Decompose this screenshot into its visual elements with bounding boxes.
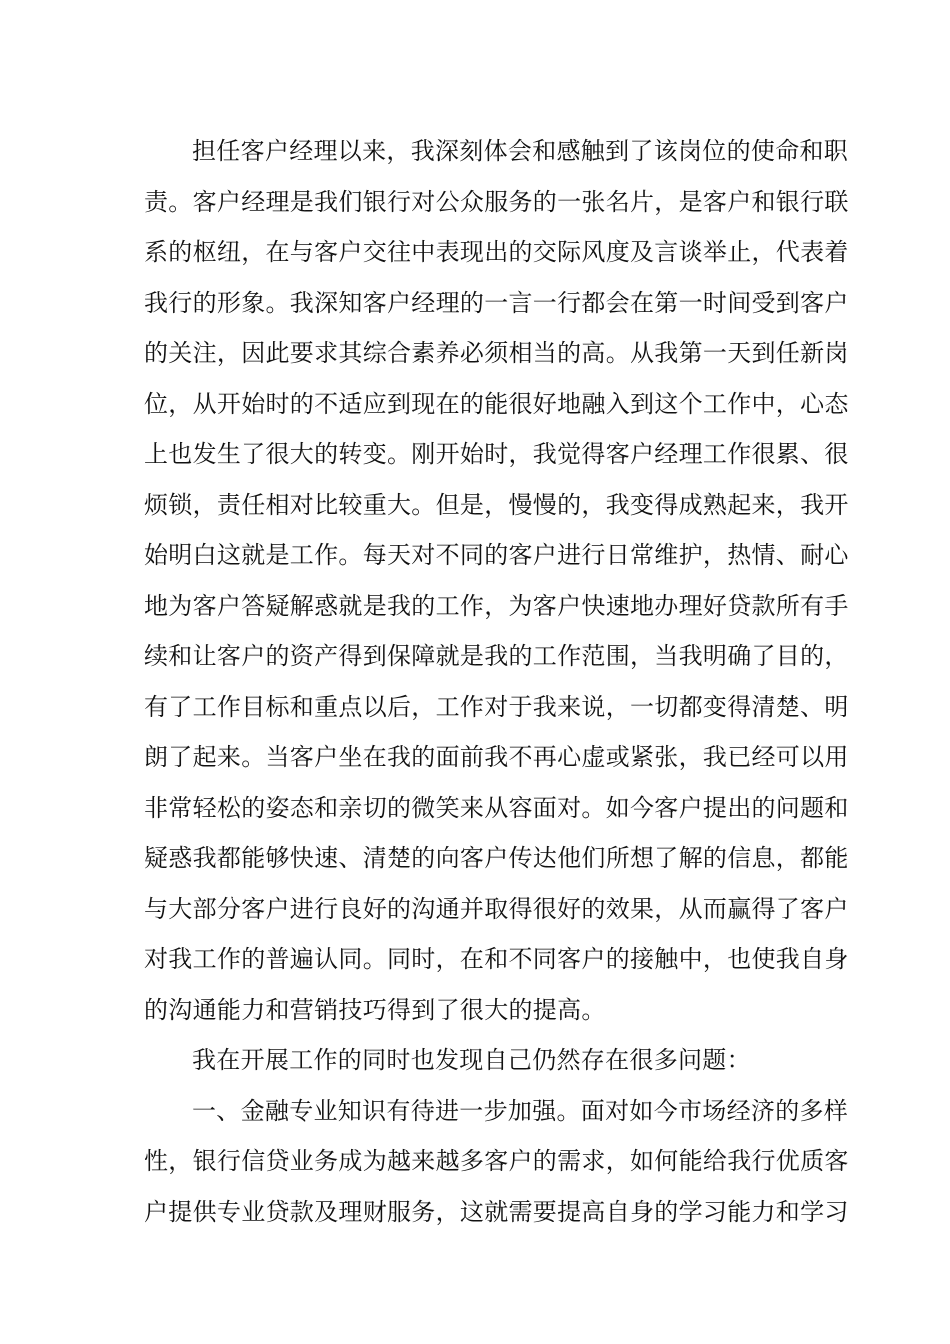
paragraph [144, 1035, 814, 1086]
paragraph-line: 的关注，因此要求其综合素养必须相当的高。从我第一天到任新岗 [144, 339, 849, 367]
paragraph-line: 有了工作目标和重点以后，工作对于我来说，一切都变得清楚、明 [144, 692, 849, 721]
paragraph-line: 地为客户答疑解惑就是我的工作，为客户快速地办理好贷款所有手 [144, 591, 849, 620]
paragraph-line: 烦锁，责任相对比较重大。但是，慢慢的，我变得成熟起来，我开 [144, 490, 849, 519]
paragraph-line: 对我工作的普遍认同。同时，在和不同客户的接触中，也使我自身 [144, 945, 849, 973]
paragraph-line: 责。客户经理是我们银行对公众服务的一张名片，是客户和银行联 [144, 187, 849, 216]
paragraph-line: 的沟通能力和营销技巧得到了很大的提高。 [144, 995, 606, 1024]
paragraph-line: 与大部分客户进行良好的沟通并取得很好的效果，从而赢得了客户 [144, 894, 849, 923]
paragraph-line: 担任客户经理以来，我深刻体会和感触到了该岗位的使命和职 [192, 137, 849, 165]
paragraph-line: 系的枢纽，在与客户交往中表现出的交际风度及言谈举止，代表着 [144, 238, 849, 266]
paragraph-line: 一、金融专业知识有待进一步加强。面对如今市场经济的多样 [192, 1096, 849, 1125]
paragraph-line: 非常轻松的姿态和亲切的微笑来从容面对。如今客户提出的问题和 [144, 793, 849, 822]
paragraph-line: 朗了起来。当客户坐在我的面前我不再心虚或紧张，我已经可以用 [144, 743, 849, 771]
paragraph-line: 户提供专业贷款及理财服务，这就需要提高自身的学习能力和学习 [144, 1197, 849, 1226]
document-body [144, 126, 849, 1237]
paragraph [144, 1086, 849, 1238]
paragraph-line: 位，从开始时的不适应到现在的能很好地融入到这个工作中，心态 [144, 389, 849, 418]
paragraph-line: 我在开展工作的同时也发现自己仍然存在很多问题： [192, 1046, 751, 1074]
paragraph-line: 续和让客户的资产得到保障就是我的工作范围，当我明确了目的， [144, 642, 849, 670]
paragraph-line: 性，银行信贷业务成为越来越多客户的需求，如何能给我行优质客 [144, 1147, 849, 1175]
paragraph [144, 126, 849, 1035]
paragraph-line: 我行的形象。我深知客户经理的一言一行都会在第一时间受到客户 [144, 288, 849, 317]
paragraph-line: 上也发生了很大的转变。刚开始时，我觉得客户经理工作很累、很 [144, 440, 849, 468]
paragraph-line: 始明白这就是工作。每天对不同的客户进行日常维护，热情、耐心 [144, 541, 849, 569]
paragraph-line: 疑惑我都能够快速、清楚的向客户传达他们所想了解的信息，都能 [144, 844, 849, 872]
